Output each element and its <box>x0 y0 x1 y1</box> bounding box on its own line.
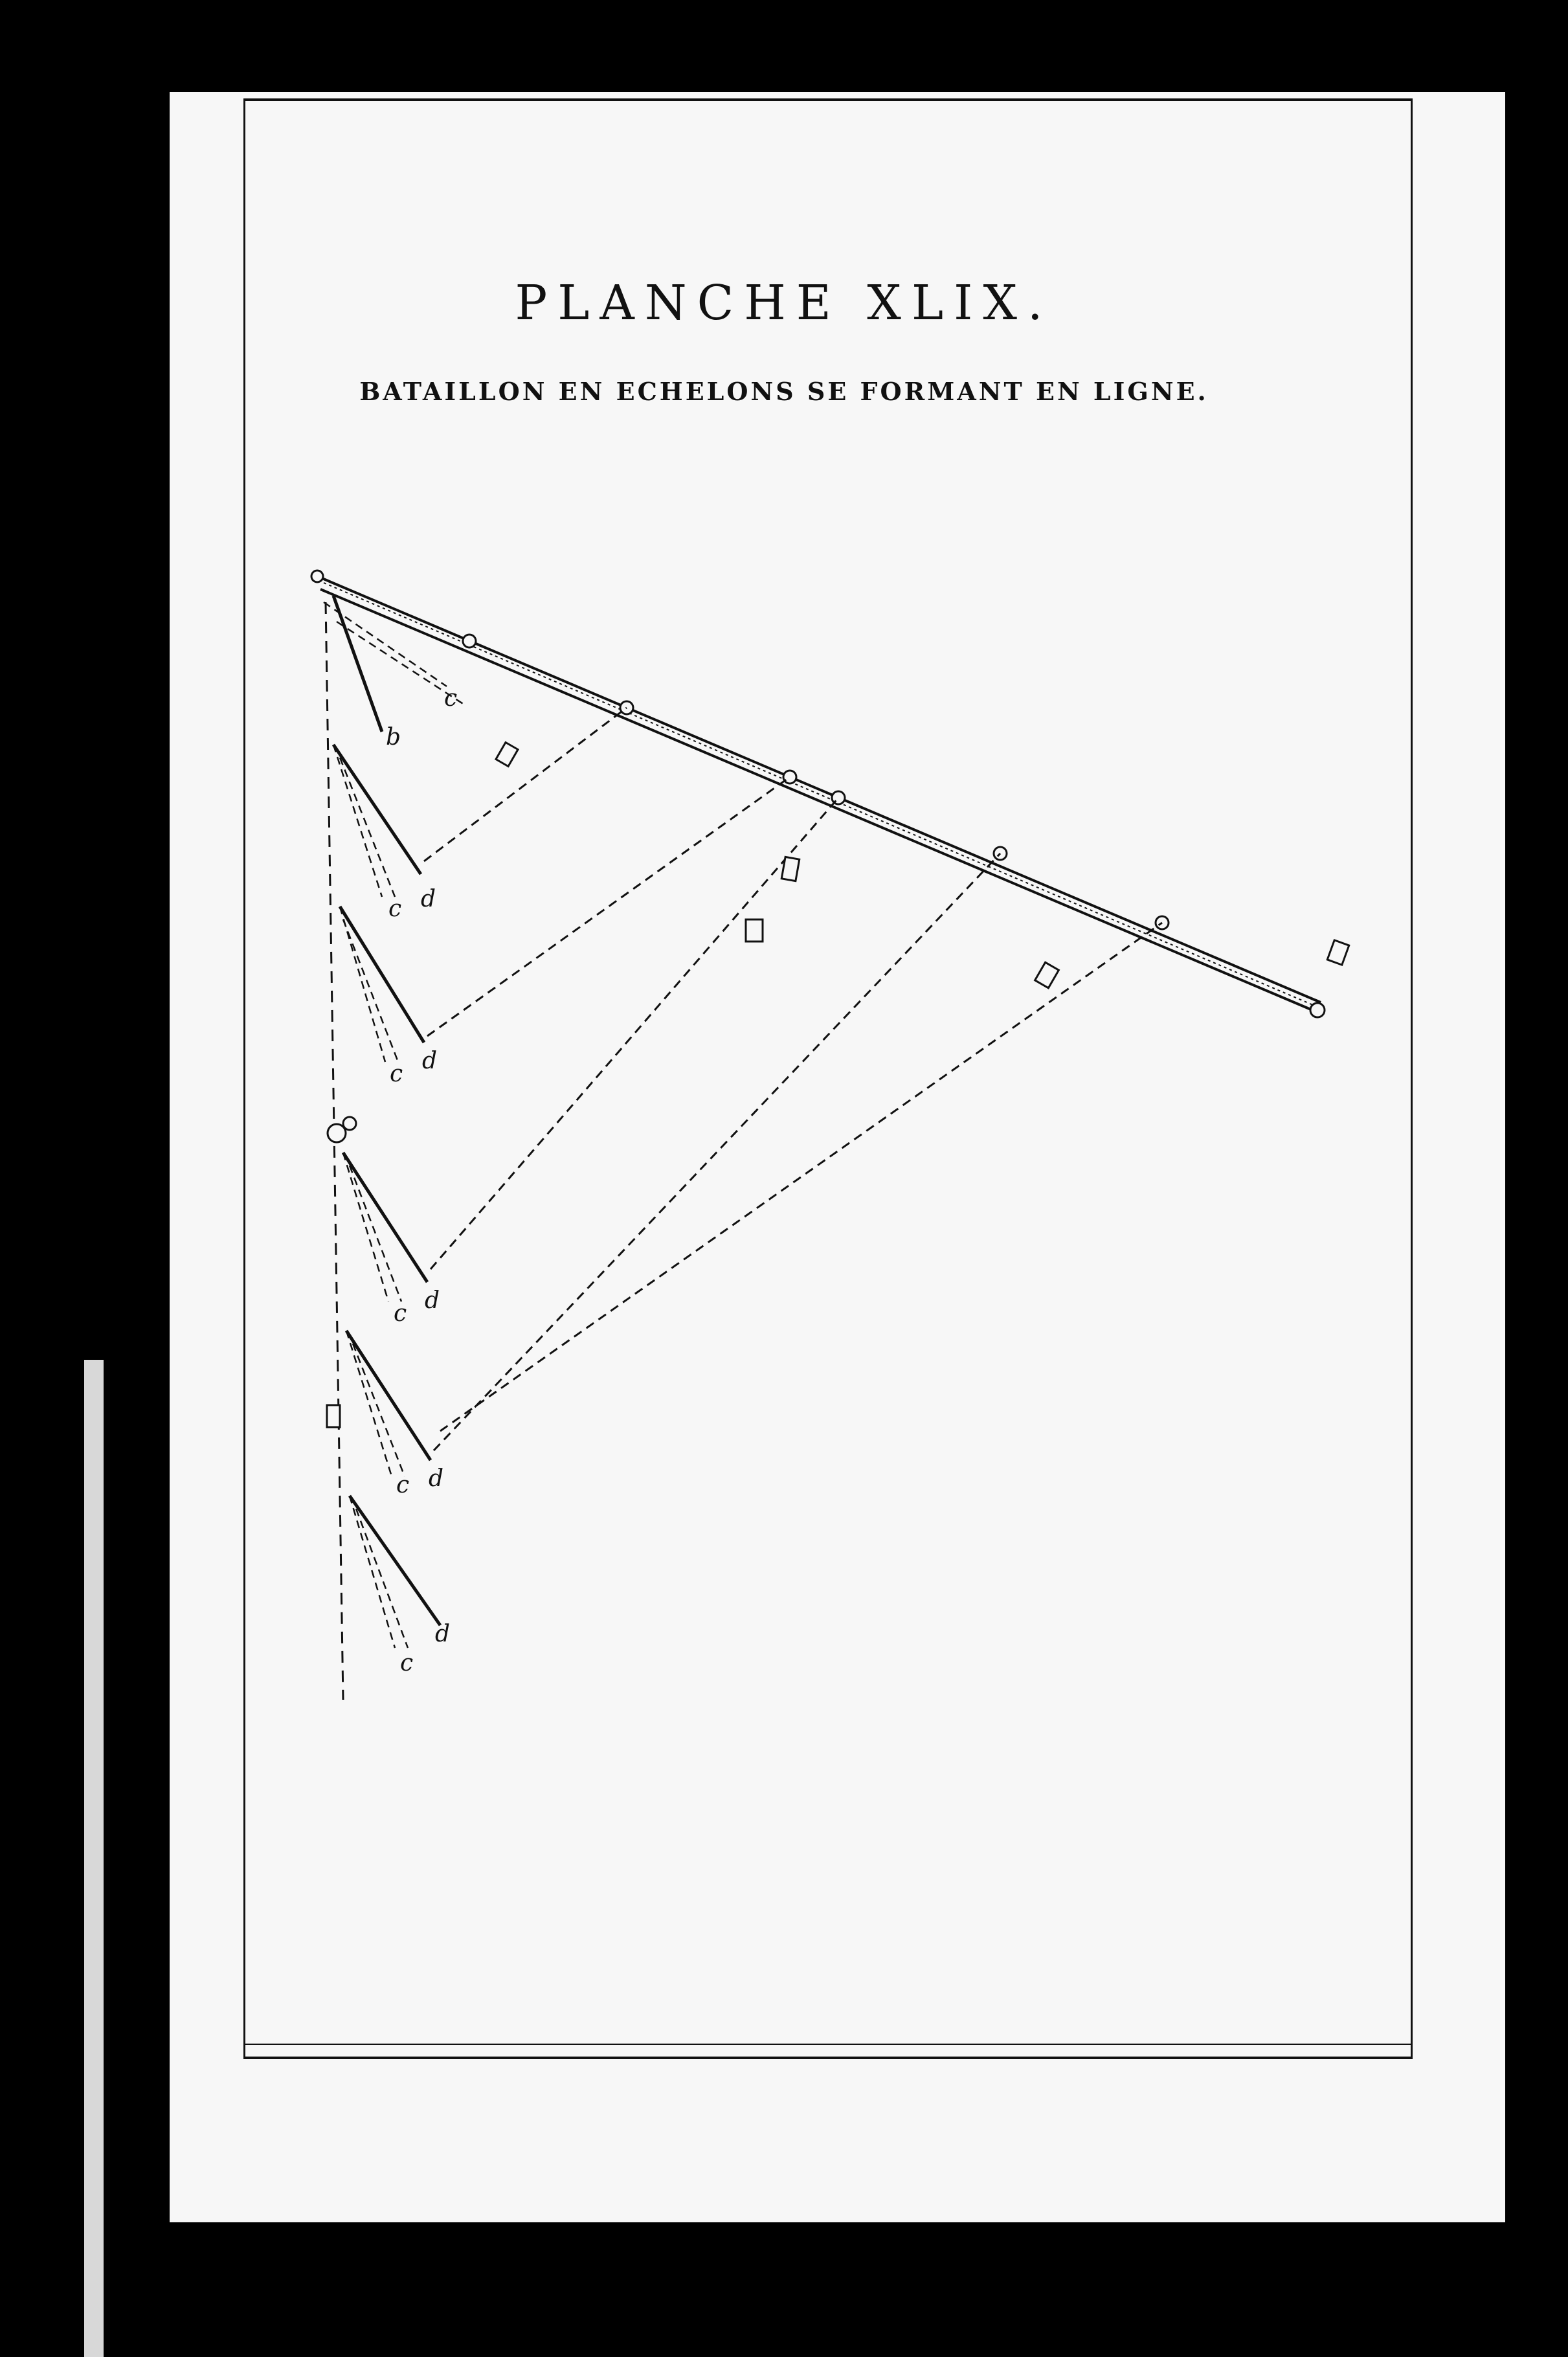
label-c: c <box>396 1472 410 1498</box>
label-c: c <box>400 1650 414 1676</box>
label-c: c <box>394 1300 407 1327</box>
march-lines <box>424 708 1162 1450</box>
label-c: c <box>388 896 402 922</box>
label-d: d <box>435 1621 451 1647</box>
label-c: c <box>444 685 458 712</box>
label-d: d <box>421 886 436 912</box>
label-b: b <box>386 724 401 750</box>
label-d: d <box>429 1465 444 1492</box>
plate-subtitle: BATAILLON EN ECHELONS SE FORMANT EN LIGNE. <box>359 377 1209 406</box>
label-d: d <box>422 1048 438 1074</box>
plate-title: PLANCHE XLIX. <box>515 275 1053 331</box>
echelon-axis <box>326 602 343 1700</box>
officer-symbols <box>327 743 1349 1427</box>
label-d: d <box>425 1287 440 1314</box>
label-c: c <box>390 1061 403 1087</box>
diagram-labels <box>386 685 457 1676</box>
